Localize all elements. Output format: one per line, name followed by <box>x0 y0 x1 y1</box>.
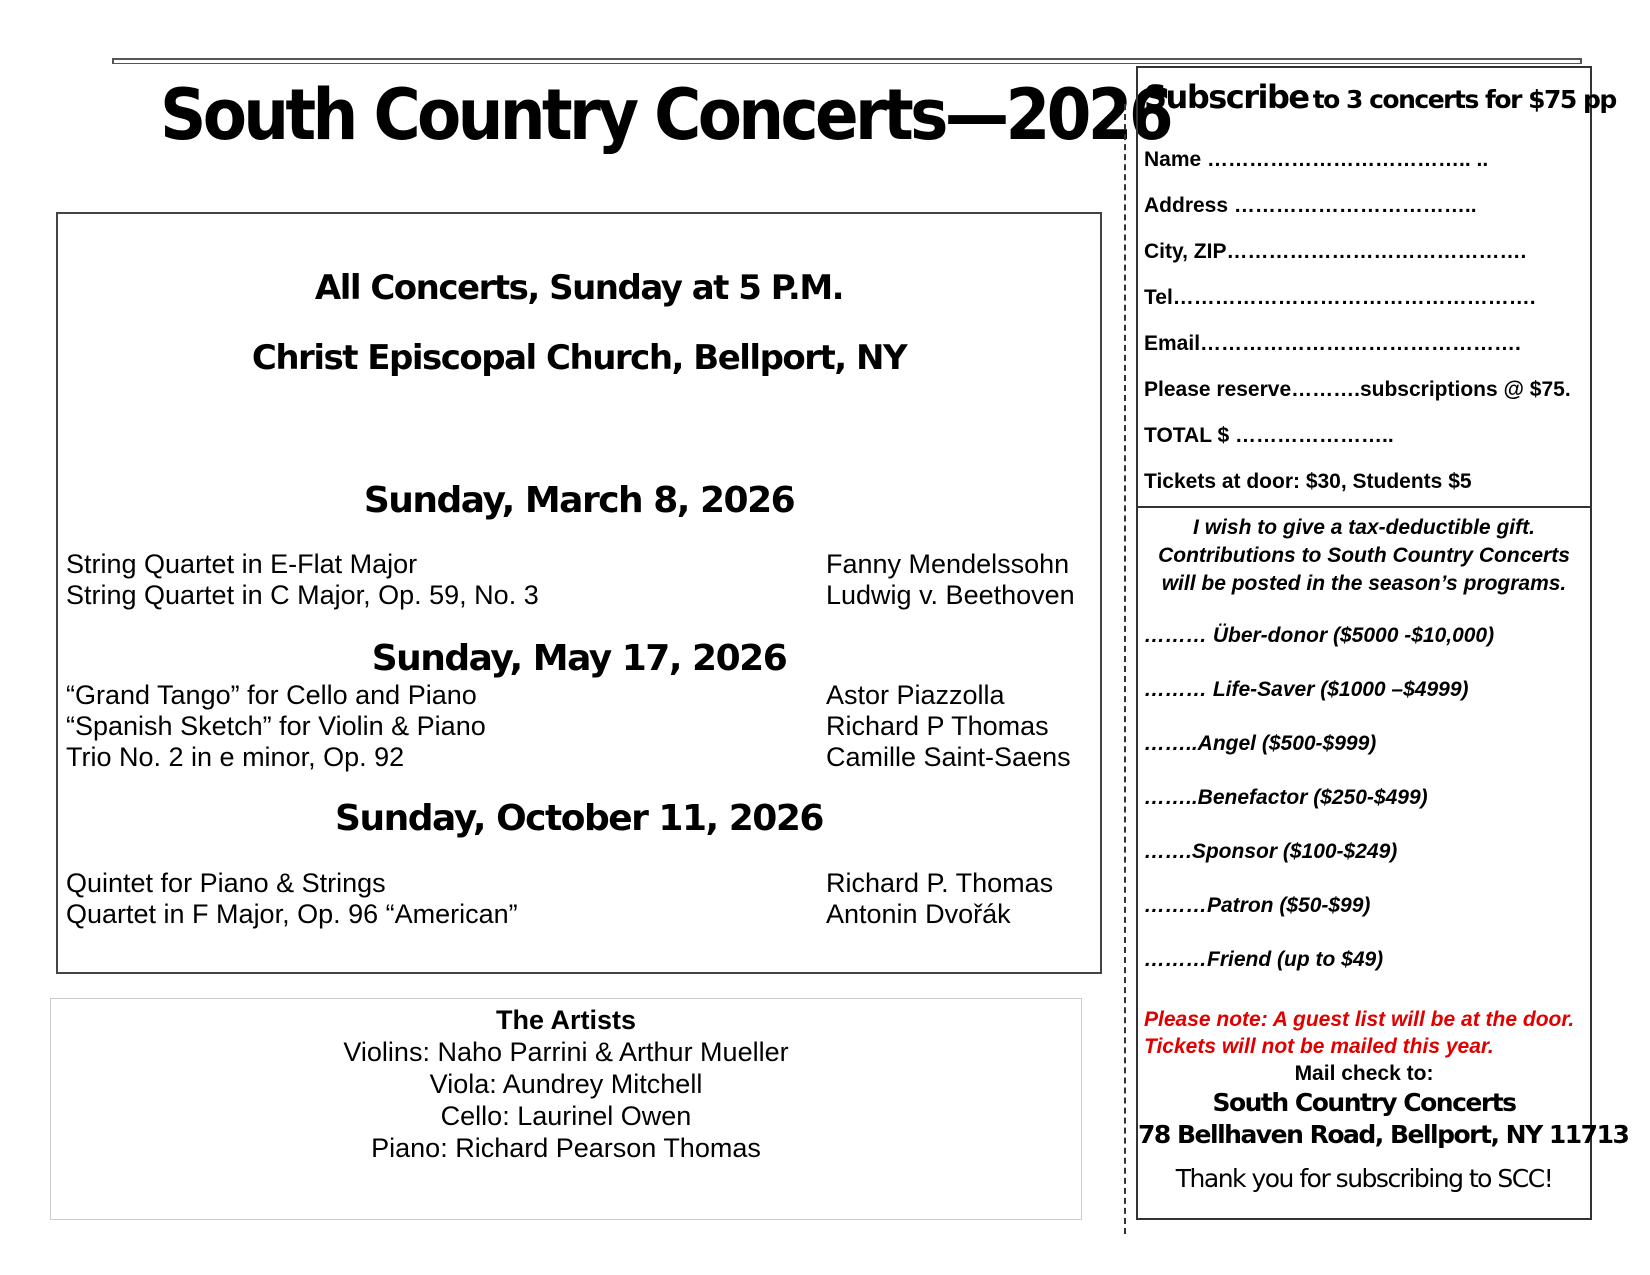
composer-name: Richard P. Thomas <box>826 868 1054 898</box>
artists-title: The Artists <box>495 1005 637 1035</box>
gift-intro-line: I wish to give a tax-deductible gift. <box>1193 516 1535 539</box>
concert-venue-info: Christ Episcopal Church, Bellport, NY <box>251 338 907 378</box>
program-row <box>66 680 1092 712</box>
subscription-form <box>1136 66 1629 1220</box>
gift-level-life-saver[interactable]: ……… Life-Saver ($1000 –$4999) <box>1144 678 1469 701</box>
total-field[interactable]: TOTAL $ ………………….. <box>1144 424 1394 447</box>
mail-address: 78 Bellhaven Road, Bellport, NY 11713 <box>1138 1120 1629 1149</box>
piece-title: “Grand Tango” for Cello and Piano <box>66 680 477 710</box>
artist-line: Piano: Richard Pearson Thomas <box>371 1133 761 1163</box>
page-title: South Country Concerts—2026 <box>160 74 1171 156</box>
artist-line: Cello: Laurinel Owen <box>440 1101 692 1131</box>
concert-date-may: Sunday, May 17, 2026 <box>371 638 787 679</box>
gift-intro <box>1138 514 1590 598</box>
tel-field[interactable]: Tel……………………………………………. <box>1144 286 1536 309</box>
city-zip-field[interactable]: City, ZIP……………………………………. <box>1144 240 1527 263</box>
artist-line: Viola: Aundrey Mitchell <box>429 1069 703 1099</box>
reserve-field[interactable]: Please reserve……….subscriptions @ $75. <box>1144 378 1571 401</box>
piece-title: Quintet for Piano & Strings <box>66 868 386 898</box>
program-row <box>66 580 1092 612</box>
guest-list-note: Please note: A guest list will be at the door. Tickets will not be mailed this year. <box>1144 1008 1575 1058</box>
piece-title: String Quartet in E-Flat Major <box>66 549 418 579</box>
artist-line: Violins: Naho Parrini & Arthur Mueller <box>343 1037 789 1067</box>
subscribe-heading-offer: to 3 concerts for $75 pp <box>1312 85 1616 114</box>
thank-you-message: Thank you for subscribing to SCC! <box>1175 1164 1553 1193</box>
program-row <box>66 899 1092 931</box>
mail-org-name: South Country Concerts <box>1212 1088 1516 1117</box>
composer-name: Fanny Mendelssohn <box>826 549 1070 579</box>
cut-line <box>1124 104 1126 1234</box>
gift-level-benefactor[interactable]: ……..Benefactor ($250-$499) <box>1144 786 1428 809</box>
top-rule <box>112 58 1582 64</box>
composer-name: Astor Piazzolla <box>826 680 1005 710</box>
composer-name: Camille Saint-Saens <box>826 742 1071 772</box>
gift-intro-line: will be posted in the season’s programs. <box>1161 572 1567 595</box>
program-row <box>66 711 1092 743</box>
door-ticket-info: Tickets at door: $30, Students $5 <box>1144 470 1472 493</box>
gift-level-uber-donor[interactable]: ……… Über-donor ($5000 -$10,000) <box>1144 624 1495 647</box>
piece-title: “Spanish Sketch” for Violin & Piano <box>66 711 486 741</box>
gift-level-sponsor[interactable]: …….Sponsor ($100-$249) <box>1144 840 1398 863</box>
composer-name: Antonin Dvořák <box>826 899 1011 929</box>
address-field[interactable]: Address …………………………….. <box>1144 194 1477 217</box>
piece-title: Quartet in F Major, Op. 96 “American” <box>66 899 518 929</box>
composer-name: Richard P Thomas <box>826 711 1049 741</box>
gift-level-friend[interactable]: ………Friend (up to $49) <box>1144 948 1384 971</box>
composer-name: Ludwig v. Beethoven <box>826 580 1075 610</box>
piece-title: String Quartet in C Major, Op. 59, No. 3 <box>66 580 539 610</box>
program-row <box>66 742 1092 774</box>
gift-level-patron[interactable]: ………Patron ($50-$99) <box>1144 894 1371 917</box>
program-row <box>66 868 1092 900</box>
divider <box>1138 506 1590 508</box>
program-row <box>66 549 1092 581</box>
email-field[interactable]: Email………………………………………. <box>1144 332 1521 355</box>
concert-time-info: All Concerts, Sunday at 5 P.M. <box>314 268 844 308</box>
concert-date-march: Sunday, March 8, 2026 <box>363 480 795 521</box>
subscribe-heading <box>1144 78 1616 116</box>
subscribe-heading-main: Subscribe <box>1144 78 1309 116</box>
piece-title: Trio No. 2 in e minor, Op. 92 <box>66 742 405 772</box>
concert-date-october: Sunday, October 11, 2026 <box>335 798 823 839</box>
mail-check-label: Mail check to: <box>1294 1062 1434 1085</box>
name-field[interactable]: Name ……………………………….. .. <box>1144 148 1489 171</box>
program-box <box>56 212 1102 974</box>
gift-level-angel[interactable]: ……..Angel ($500-$999) <box>1144 732 1377 755</box>
gift-intro-line: Contributions to South Country Concerts <box>1158 544 1570 567</box>
artists-box <box>50 998 1082 1220</box>
